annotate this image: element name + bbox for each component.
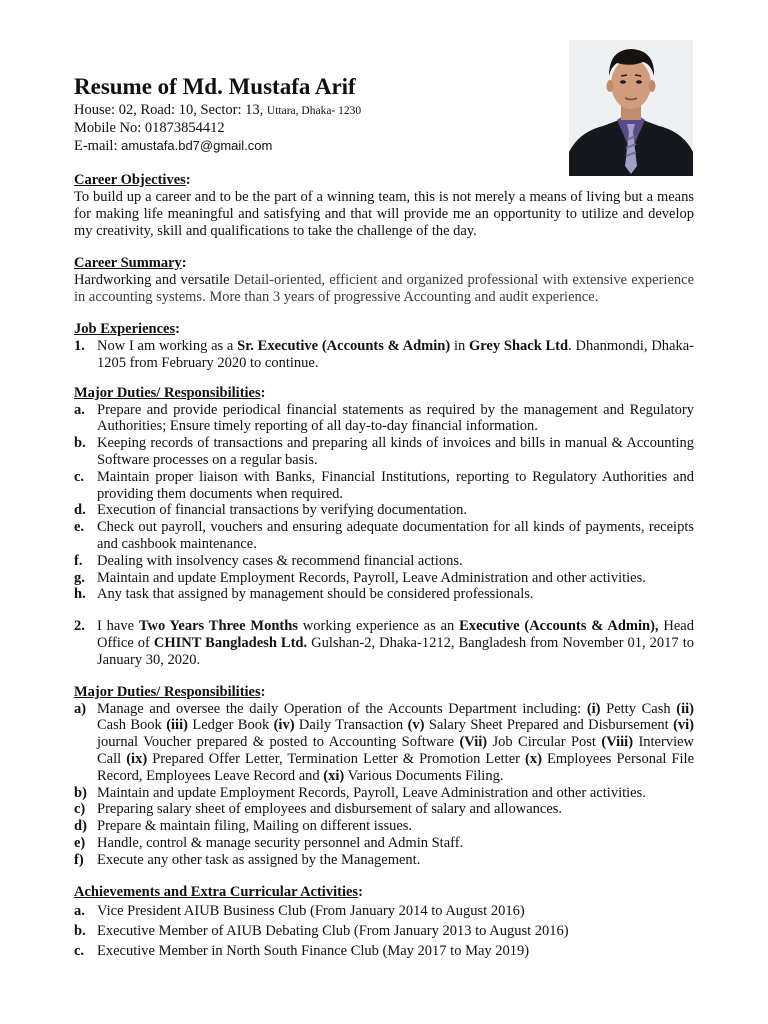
address-main: House: 02, Road: 10, Sector: 13,: [74, 102, 264, 118]
item-text: Cash Book: [97, 717, 167, 734]
job-2-marker: 2.: [74, 618, 85, 635]
item-text: Petty Cash: [600, 700, 677, 717]
item-marker: f): [74, 851, 84, 868]
job-1-marker: 1.: [74, 338, 85, 354]
resume-title: Resume of Md. Mustafa Arif: [74, 74, 356, 99]
career-summary-text: [74, 272, 694, 306]
item-text: Ledger Book: [187, 717, 274, 734]
item-marker: f.: [74, 552, 83, 569]
item-text: Maintain and update Employment Records, Payroll, Leave Administration and other activities.: [97, 784, 646, 801]
resume-header: [74, 40, 694, 172]
item-text: Salary Sheet Prepared and Disbursement: [424, 717, 674, 734]
item-text: Preparing salary sheet of employees and disbursement of salary and allowances.: [97, 801, 563, 818]
duties-2-title: Major Duties/ Responsibilities: [74, 683, 261, 700]
sub-marker: (i): [586, 700, 601, 717]
duties-1-list: [74, 402, 694, 604]
job-2-text-part: Gulshan-2, Dhaka-1212, Bangladesh from November 01, 2017 to January 30, 2020.: [97, 634, 694, 668]
item-marker: c.: [74, 468, 85, 485]
item-marker: e): [74, 834, 86, 851]
address-line: [74, 102, 361, 120]
job-1-text-part: Now I am working as a: [97, 338, 238, 354]
duties-1-heading: Major Duties/ Responsibilities:: [74, 384, 266, 401]
achievements-section: [74, 884, 694, 961]
job-2-text-part: working experience as an: [297, 618, 460, 635]
list-item: [74, 570, 694, 587]
job-experiences-section: [74, 321, 694, 372]
item-marker: b): [74, 784, 87, 801]
item-marker: b.: [74, 435, 86, 452]
job-list-first: [74, 338, 694, 372]
mobile-line: Mobile No: 01873854412: [74, 120, 225, 136]
item-marker: d): [74, 818, 87, 835]
list-item: [74, 701, 694, 785]
duties-section-2: [74, 684, 694, 869]
job-item-2: [74, 618, 694, 668]
item-text: Executive Member of AIUB Debating Club (From January 2013 to August 2016): [97, 922, 569, 939]
list-item: [74, 901, 694, 921]
item-text: Prepare and provide periodical financial statements as required by the management and Regulatory Authorities; Ensure timely reporting of all day-to-day financial information.: [97, 401, 694, 435]
job-1-company: Grey Shack Ltd: [468, 338, 569, 354]
item-text: Dealing with insolvency cases & recommend financial actions.: [97, 552, 463, 569]
sub-marker: (xi): [323, 767, 345, 784]
list-item: [74, 553, 694, 570]
achievements-list: [74, 901, 694, 961]
item-marker: b.: [74, 922, 86, 939]
list-item: [74, 469, 694, 503]
item-marker: c): [74, 801, 86, 818]
sub-marker: (ix): [126, 750, 148, 767]
career-objectives-title: Career Objectives: [74, 172, 186, 188]
job-2-company: CHINT Bangladesh Ltd.: [153, 634, 308, 651]
item-text: Employees Personal File Record, Employees Leave Record and: [97, 750, 695, 784]
list-item: [74, 818, 694, 835]
job-experiences-heading: Job Experiences:: [74, 321, 180, 337]
item-marker: h.: [74, 586, 86, 603]
job-1-text-part: in: [450, 338, 469, 354]
item-marker: e.: [74, 519, 85, 536]
sub-marker: (x): [525, 750, 542, 767]
list-item: [74, 941, 694, 961]
list-item: [74, 586, 694, 603]
email-address: amustafa.bd7@gmail.com: [121, 138, 273, 153]
achievements-title: Achievements and Extra Curricular Activities: [74, 883, 359, 900]
list-item: [74, 921, 694, 941]
item-text: Various Documents Filing.: [344, 767, 504, 784]
item-text: Prepared Offer Letter, Termination Letter & Promotion Letter: [147, 750, 526, 767]
list-item: [74, 402, 694, 436]
job-2-text-part: I have: [97, 618, 139, 635]
job-2-text-part: Head Office of: [97, 618, 694, 651]
sub-marker: (iv): [273, 717, 295, 734]
job-item-1: [74, 338, 694, 372]
career-summary-section: [74, 255, 694, 306]
item-text: Vice President AIUB Business Club (From January 2014 to August 2016): [97, 902, 525, 919]
item-marker: g.: [74, 569, 85, 586]
duties-1-title: Major Duties/ Responsibilities: [74, 384, 261, 401]
job-1-text-part: . Dhanmondi, Dhaka-1205 from February 2020 to continue.: [97, 338, 694, 371]
item-marker: a.: [74, 401, 85, 418]
sub-marker: (ii): [676, 700, 694, 717]
item-marker: a): [74, 700, 87, 717]
item-marker: a.: [74, 902, 85, 919]
item-text: Any task that assigned by management should be considered professionals.: [97, 586, 534, 603]
job-experiences-title: Job Experiences: [74, 321, 176, 337]
item-text: Prepare & maintain filing, Mailing on different issues.: [97, 818, 413, 835]
job-2-duration: Two Years Three Months: [138, 618, 298, 635]
item-text: Executive Member in North South Finance Club (May 2017 to May 2019): [97, 942, 530, 959]
email-label: E-mail:: [74, 138, 118, 154]
list-item: [74, 835, 694, 852]
career-summary-text-b: Detail-oriented, efficient and organized professional with extensive experience in accounting systems. More than 3 years of progressive Accounting and audit experience.: [74, 272, 695, 305]
list-item: [74, 801, 694, 818]
achievements-heading: Achievements and Extra Curricular Activities:: [74, 883, 363, 900]
list-item: [74, 502, 694, 519]
item-text: Execution of financial transactions by verifying documentation.: [97, 502, 468, 519]
job-1-position: Sr. Executive (Accounts & Admin): [237, 338, 451, 354]
sub-marker: (Vii): [459, 734, 488, 751]
career-objectives-section: [74, 172, 694, 240]
item-text: Maintain and update Employment Records, Payroll, Leave Administration and other activities.: [97, 569, 646, 586]
resume-page: [74, 40, 694, 961]
item-text: Execute any other task as assigned by the Management.: [97, 851, 421, 868]
email-line: [74, 137, 361, 155]
item-text: Keeping records of transactions and preparing all kinds of invoices and bills in manual & Accounting Software processes on a regular basis.: [97, 435, 694, 468]
list-item: [74, 852, 694, 869]
sub-marker: (iii): [166, 717, 188, 734]
profile-photo: [569, 40, 693, 176]
job-list-second: [74, 618, 694, 668]
sub-marker: (vi): [673, 717, 695, 734]
item-text: journal Voucher prepared & posted to Accounting Software: [97, 734, 460, 751]
contact-block: [74, 102, 361, 155]
item-text: Job Circular Post: [487, 734, 602, 751]
list-item: [74, 785, 694, 802]
item-text: Manage and oversee the daily Operation of the Accounts Department including:: [97, 700, 587, 717]
career-objectives-text: To build up a career and to be the part of a winning team, this is not merely a means of living but a means for making life meaningful and satisfying and that will provide me an opportunity to utilize and develop my creativity, skill and qualifications to take the challenge of the day.: [74, 189, 694, 239]
item-text: Daily Transaction: [294, 717, 408, 734]
job-2-position: Executive (Accounts & Admin),: [459, 618, 659, 635]
career-summary-heading: Career Summary:: [74, 255, 187, 271]
career-summary-text-a: Hardworking and versatile: [74, 272, 230, 288]
item-marker: c.: [74, 942, 85, 959]
item-text: Maintain proper liaison with Banks, Financial Institutions, reporting to Regulatory Authorities and providing them documents when required.: [97, 468, 694, 502]
item-text: Handle, control & manage security personnel and Admin Staff.: [97, 834, 464, 851]
profile-photo-illustration: [569, 40, 693, 176]
sub-marker: (v): [407, 717, 425, 734]
career-summary-title: Career Summary: [74, 255, 182, 271]
list-item: [74, 435, 694, 469]
address-area: Uttara, Dhaka- 1230: [266, 105, 362, 117]
duties-2-list: [74, 701, 694, 869]
item-text: Interview Call: [97, 734, 695, 767]
item-text: Check out payroll, vouchers and ensuring adequate documentation for all kinds of payments, receipts and cashbook maintenance.: [97, 519, 694, 552]
duties-section-1: [74, 385, 694, 604]
item-marker: d.: [74, 502, 86, 519]
list-item: [74, 519, 694, 553]
duties-2-heading: Major Duties/ Responsibilities:: [74, 683, 266, 700]
sub-marker: (Viii): [601, 734, 634, 751]
career-objectives-heading: Career Objectives:: [74, 172, 191, 188]
